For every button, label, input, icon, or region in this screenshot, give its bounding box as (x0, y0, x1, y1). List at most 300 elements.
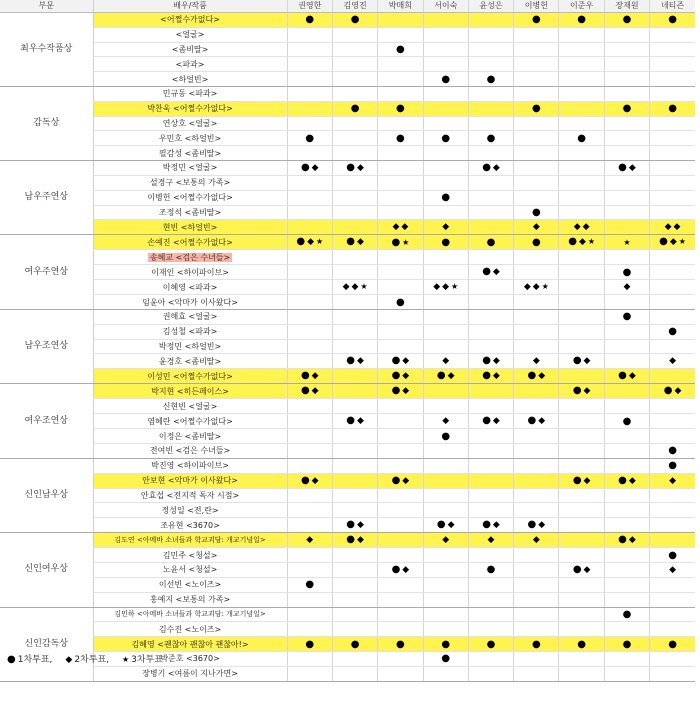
vote-cell (604, 116, 649, 131)
vote-cell (604, 518, 649, 533)
vote-cell (287, 324, 332, 339)
vote-cell (650, 309, 695, 324)
header-judge: 박매희 (378, 0, 423, 13)
vote-cell (287, 458, 332, 473)
vote-cell (332, 175, 377, 190)
vote-cell (559, 533, 604, 548)
vote-cell (423, 384, 468, 399)
vote-cell (468, 503, 513, 518)
vote-cell (468, 146, 513, 161)
nominee-row (0, 562, 695, 577)
nominee-cell (93, 503, 287, 518)
vote-cell (378, 72, 423, 87)
nominee-row (0, 101, 695, 116)
nominee-row (0, 548, 695, 563)
vote-cell (423, 577, 468, 592)
star-mark-icon: ★ (316, 237, 324, 247)
vote-cell (604, 429, 649, 444)
nominee-name: 이성민 <어쩔수가없다> (147, 371, 233, 381)
nominee-name: <하얼빈> (171, 74, 209, 84)
vote-cell (423, 13, 468, 28)
star-legend-icon: ★ (122, 655, 130, 664)
vote-cell (650, 473, 695, 488)
nominee-cell (93, 488, 287, 503)
circle-mark-icon: ● (618, 474, 627, 486)
vote-cell (559, 160, 604, 175)
vote-cell (650, 622, 695, 637)
circle-mark-icon: ● (482, 519, 491, 531)
diamond-mark-icon: ◆ (487, 535, 495, 546)
vote-cell (332, 146, 377, 161)
vote-cell (378, 399, 423, 414)
vote-cell (287, 414, 332, 429)
vote-cell (332, 280, 377, 295)
vote-cell (468, 205, 513, 220)
circle-mark-icon: ● (300, 370, 310, 382)
circle-mark-icon: ● (531, 206, 541, 218)
vote-cell (468, 651, 513, 666)
nominee-row (0, 42, 695, 57)
category-label: 감독상 (0, 86, 93, 160)
vote-cell (559, 354, 604, 369)
vote-cell (332, 27, 377, 42)
vote-cell (287, 86, 332, 101)
nominee-cell (93, 250, 287, 265)
vote-cell (468, 27, 513, 42)
vote-cell (378, 175, 423, 190)
nominee-cell (93, 235, 287, 250)
circle-mark-icon: ● (396, 43, 405, 55)
diamond-mark-icon: ◆ (356, 237, 364, 248)
vote-cell (514, 220, 559, 235)
circle-mark-icon: ● (350, 638, 360, 650)
vote-cell (423, 146, 468, 161)
category-label: 여우조연상 (0, 384, 93, 458)
vote-cell (559, 27, 604, 42)
vote-cell (287, 116, 332, 131)
vote-cell (514, 577, 559, 592)
circle-mark-icon: ● (482, 266, 491, 278)
circle-mark-icon: ● (441, 236, 451, 248)
vote-cell (650, 503, 695, 518)
diamond-mark-icon: ◆ (342, 282, 350, 293)
nominee-row (0, 666, 695, 681)
vote-cell (332, 592, 377, 607)
nominee-row (0, 160, 695, 175)
vote-cell (378, 131, 423, 146)
vote-cell (287, 622, 332, 637)
star-mark-icon: ★ (623, 237, 631, 247)
diamond-mark-icon: ◆ (583, 386, 591, 397)
diamond-mark-icon: ◆ (532, 535, 540, 546)
vote-cell (287, 548, 332, 563)
diamond-mark-icon: ◆ (311, 162, 319, 173)
vote-cell (559, 131, 604, 146)
vote-cell (604, 250, 649, 265)
vote-cell (468, 250, 513, 265)
vote-cell (332, 443, 377, 458)
vote-cell (378, 295, 423, 310)
circle-mark-icon: ● (577, 132, 586, 144)
nominee-row (0, 607, 695, 622)
nominee-cell (93, 101, 287, 116)
circle-mark-icon: ● (527, 370, 537, 382)
circle-mark-icon: ● (482, 415, 491, 427)
legend-item (64, 655, 115, 665)
vote-cell (559, 607, 604, 622)
nominee-cell (93, 666, 287, 681)
vote-cell (287, 518, 332, 533)
diamond-mark-icon: ◆ (538, 520, 546, 531)
vote-cell (287, 384, 332, 399)
nominee-cell (93, 146, 287, 161)
star-mark-icon: ★ (360, 282, 368, 292)
nominee-row (0, 265, 695, 280)
nominee-row (0, 518, 695, 533)
nominee-row (0, 503, 695, 518)
vote-cell (604, 458, 649, 473)
vote-cell (514, 592, 559, 607)
vote-cell (514, 116, 559, 131)
vote-cell (287, 488, 332, 503)
nominee-row (0, 295, 695, 310)
diamond-mark-icon: ◆ (523, 282, 531, 293)
nominee-row (0, 205, 695, 220)
vote-cell (514, 339, 559, 354)
circle-mark-icon: ● (486, 73, 496, 85)
vote-cell (378, 607, 423, 622)
vote-cell (332, 131, 377, 146)
circle-mark-icon: ● (350, 14, 360, 26)
vote-cell (604, 354, 649, 369)
nominee-name: 홍예지 <보통의 가족> (149, 595, 231, 605)
vote-cell (514, 42, 559, 57)
vote-cell (514, 190, 559, 205)
vote-cell (604, 160, 649, 175)
circle-mark-icon: ● (668, 460, 677, 472)
nominee-name: 박정민 <하얼빈> (158, 341, 222, 351)
diamond-mark-icon: ◆ (583, 564, 591, 575)
circle-mark-icon: ● (622, 103, 632, 115)
vote-cell (650, 637, 695, 652)
header-judge: 윤성은 (468, 0, 513, 13)
diamond-mark-icon: ◆ (532, 282, 540, 293)
vote-cell (423, 175, 468, 190)
vote-cell (514, 250, 559, 265)
vote-cell (423, 131, 468, 146)
vote-cell (559, 384, 604, 399)
vote-cell (378, 101, 423, 116)
nominee-name: 노윤서 <청설> (162, 565, 218, 575)
star-mark-icon: ★ (587, 237, 596, 247)
nominee-row (0, 309, 695, 324)
vote-cell (423, 548, 468, 563)
vote-cell (604, 637, 649, 652)
vote-cell (423, 637, 468, 652)
vote-cell (514, 295, 559, 310)
vote-cell (332, 414, 377, 429)
vote-cell (423, 280, 468, 295)
diamond-mark-icon: ◆ (442, 222, 450, 233)
vote-cell (423, 324, 468, 339)
vote-cell (468, 339, 513, 354)
diamond-mark-icon: ◆ (356, 162, 364, 173)
vote-cell (468, 384, 513, 399)
vote-cell (468, 488, 513, 503)
vote-cell (514, 13, 559, 28)
vote-cell (514, 175, 559, 190)
vote-cell (650, 414, 695, 429)
vote-cell (287, 637, 332, 652)
diamond-mark-icon: ◆ (442, 282, 450, 293)
nominee-name: 이정은 <좀비딸> (158, 431, 222, 441)
nominee-name: 박지현 <히든페이스> (151, 386, 229, 396)
nominee-name: 안효섭 <전지적 독자 시점> (140, 490, 240, 500)
vote-cell (604, 384, 649, 399)
circle-mark-icon: ● (622, 14, 632, 26)
vote-cell (650, 592, 695, 607)
vote-cell (378, 235, 423, 250)
diamond-mark-icon: ◆ (669, 564, 677, 575)
vote-cell (604, 42, 649, 57)
vote-cell (378, 265, 423, 280)
vote-cell (604, 280, 649, 295)
vote-cell (604, 101, 649, 116)
nominee-row (0, 220, 695, 235)
vote-cell (650, 27, 695, 42)
vote-cell (378, 592, 423, 607)
vote-cell (332, 220, 377, 235)
circle-mark-icon: ● (482, 161, 491, 173)
nominee-cell (93, 384, 287, 399)
circle-mark-icon: ● (436, 519, 446, 531)
nominee-row (0, 414, 695, 429)
vote-cell (604, 309, 649, 324)
vote-cell (650, 548, 695, 563)
vote-cell (378, 577, 423, 592)
vote-cell (650, 443, 695, 458)
vote-cell (604, 651, 649, 666)
vote-cell (514, 280, 559, 295)
vote-cell (287, 309, 332, 324)
vote-cell (423, 354, 468, 369)
vote-cell (378, 414, 423, 429)
vote-cell (332, 324, 377, 339)
vote-cell (650, 101, 695, 116)
vote-cell (514, 607, 559, 622)
circle-mark-icon: ● (296, 236, 306, 248)
legend-text: 3차투표 (131, 655, 163, 665)
nominee-name: 우민호 <하얼빈> (158, 133, 222, 143)
nominee-row (0, 429, 695, 444)
diamond-mark-icon: ◆ (664, 222, 672, 233)
circle-mark-icon: ● (305, 14, 315, 26)
vote-cell (468, 637, 513, 652)
vote-cell (378, 473, 423, 488)
nominee-cell (93, 190, 287, 205)
vote-cell (468, 160, 513, 175)
vote-cell (332, 116, 377, 131)
vote-cell (287, 666, 332, 681)
vote-cell (468, 443, 513, 458)
vote-cell (604, 86, 649, 101)
vote-cell (604, 577, 649, 592)
circle-mark-icon: ● (668, 14, 677, 26)
vote-cell (650, 235, 695, 250)
legend-text: 2차투표, (74, 655, 109, 665)
nominee-cell (93, 354, 287, 369)
vote-cell (423, 86, 468, 101)
vote-cell (650, 116, 695, 131)
vote-cell (468, 473, 513, 488)
vote-cell (650, 42, 695, 57)
diamond-mark-icon: ◆ (492, 267, 500, 278)
nominee-cell (93, 42, 287, 57)
diamond-mark-icon: ◆ (447, 520, 455, 531)
star-mark-icon: ★ (402, 237, 410, 247)
vote-cell (287, 42, 332, 57)
circle-mark-icon: ● (486, 132, 496, 144)
star-mark-icon: ★ (451, 282, 459, 292)
vote-cell (604, 205, 649, 220)
vote-cell (423, 72, 468, 87)
nominee-cell (93, 220, 287, 235)
vote-cell (423, 235, 468, 250)
vote-cell (332, 57, 377, 72)
circle-mark-icon: ● (300, 161, 310, 173)
vote-cell (332, 399, 377, 414)
diamond-mark-icon: ◆ (442, 356, 450, 367)
diamond-mark-icon: ◆ (669, 237, 677, 248)
vote-cell (468, 190, 513, 205)
vote-cell (332, 309, 377, 324)
nominee-cell (93, 473, 287, 488)
vote-cell (378, 443, 423, 458)
diamond-mark-icon: ◆ (669, 356, 677, 367)
nominee-name: 이혜영 <파과> (162, 282, 218, 292)
vote-cell (559, 205, 604, 220)
vote-cell (468, 101, 513, 116)
vote-cell (468, 86, 513, 101)
circle-mark-icon: ● (346, 161, 355, 173)
vote-cell (604, 399, 649, 414)
vote-cell (604, 265, 649, 280)
diamond-mark-icon: ◆ (538, 416, 546, 427)
nominee-name: <좀비딸> (171, 44, 209, 54)
circle-mark-icon: ● (441, 132, 451, 144)
vote-cell (423, 205, 468, 220)
nominee-row (0, 577, 695, 592)
vote-cell (468, 518, 513, 533)
nominee-name: 설경구 <보통의 가족> (149, 178, 231, 188)
vote-cell (559, 265, 604, 280)
vote-cell (559, 548, 604, 563)
vote-cell (287, 190, 332, 205)
circle-mark-icon: ● (622, 608, 632, 620)
nominee-name: 윤경호 <좀비딸> (158, 356, 222, 366)
nominee-cell (93, 592, 287, 607)
circle-mark-icon: ● (622, 266, 632, 278)
nominee-name: 장병기 <여름이 지나가면> (142, 669, 238, 679)
nominee-name: 김민하 <아메바 소녀들과 학교괴담: 개교기념일> (114, 609, 266, 618)
vote-cell (514, 548, 559, 563)
vote-cell (378, 384, 423, 399)
nominee-cell (93, 429, 287, 444)
diamond-mark-icon: ◆ (356, 416, 364, 427)
circle-mark-icon: ● (622, 311, 632, 323)
category-label: 남우조연상 (0, 309, 93, 383)
nominee-name: 민규동 <파과> (162, 89, 218, 99)
diamond-mark-icon: ◆ (306, 535, 314, 546)
vote-cell (514, 309, 559, 324)
vote-cell (378, 488, 423, 503)
vote-cell (559, 235, 604, 250)
circle-mark-icon: ● (572, 385, 582, 397)
vote-cell (378, 27, 423, 42)
header-judge: 이병헌 (514, 0, 559, 13)
vote-cell (468, 131, 513, 146)
circle-mark-icon: ● (391, 236, 401, 248)
vote-cell (604, 220, 649, 235)
circle-mark-icon: ● (527, 519, 537, 531)
vote-cell (378, 339, 423, 354)
circle-mark-icon: ● (346, 519, 355, 531)
vote-cell (604, 503, 649, 518)
circle-mark-icon: ● (396, 132, 405, 144)
vote-cell (468, 57, 513, 72)
nominee-name: 박준호 <3670> (160, 654, 220, 664)
vote-cell (650, 533, 695, 548)
star-mark-icon: ★ (678, 237, 686, 247)
circle-mark-icon: ● (668, 326, 677, 338)
vote-cell (514, 518, 559, 533)
vote-cell (604, 369, 649, 384)
vote-cell (468, 533, 513, 548)
circle-mark-icon: ● (568, 236, 577, 248)
vote-cell (650, 57, 695, 72)
nominee-row (0, 473, 695, 488)
diamond-mark-icon: ◆ (583, 356, 591, 367)
vote-cell (468, 354, 513, 369)
diamond-mark-icon: ◆ (402, 386, 410, 397)
vote-cell (332, 42, 377, 57)
nominee-name: 연상호 <얼굴> (162, 118, 218, 128)
nominee-row (0, 131, 695, 146)
vote-cell (559, 72, 604, 87)
vote-cell (287, 577, 332, 592)
vote-cell (604, 592, 649, 607)
nominee-name: 안보현 <악마가 이사왔다> (142, 476, 238, 486)
vote-cell (559, 562, 604, 577)
vote-cell (423, 518, 468, 533)
vote-cell (559, 324, 604, 339)
circle-mark-icon: ● (391, 385, 401, 397)
nominee-cell (93, 72, 287, 87)
vote-cell (423, 101, 468, 116)
vote-cell (332, 369, 377, 384)
nominee-cell (93, 295, 287, 310)
vote-cell (287, 160, 332, 175)
vote-cell (559, 146, 604, 161)
circle-mark-icon: ● (441, 653, 451, 665)
vote-cell (650, 250, 695, 265)
diamond-mark-icon: ◆ (583, 475, 591, 486)
nominee-row (0, 443, 695, 458)
circle-mark-icon: ● (346, 415, 355, 427)
nominee-row (0, 354, 695, 369)
diamond-mark-icon: ◆ (578, 237, 586, 248)
circle-mark-icon: ● (531, 638, 541, 650)
